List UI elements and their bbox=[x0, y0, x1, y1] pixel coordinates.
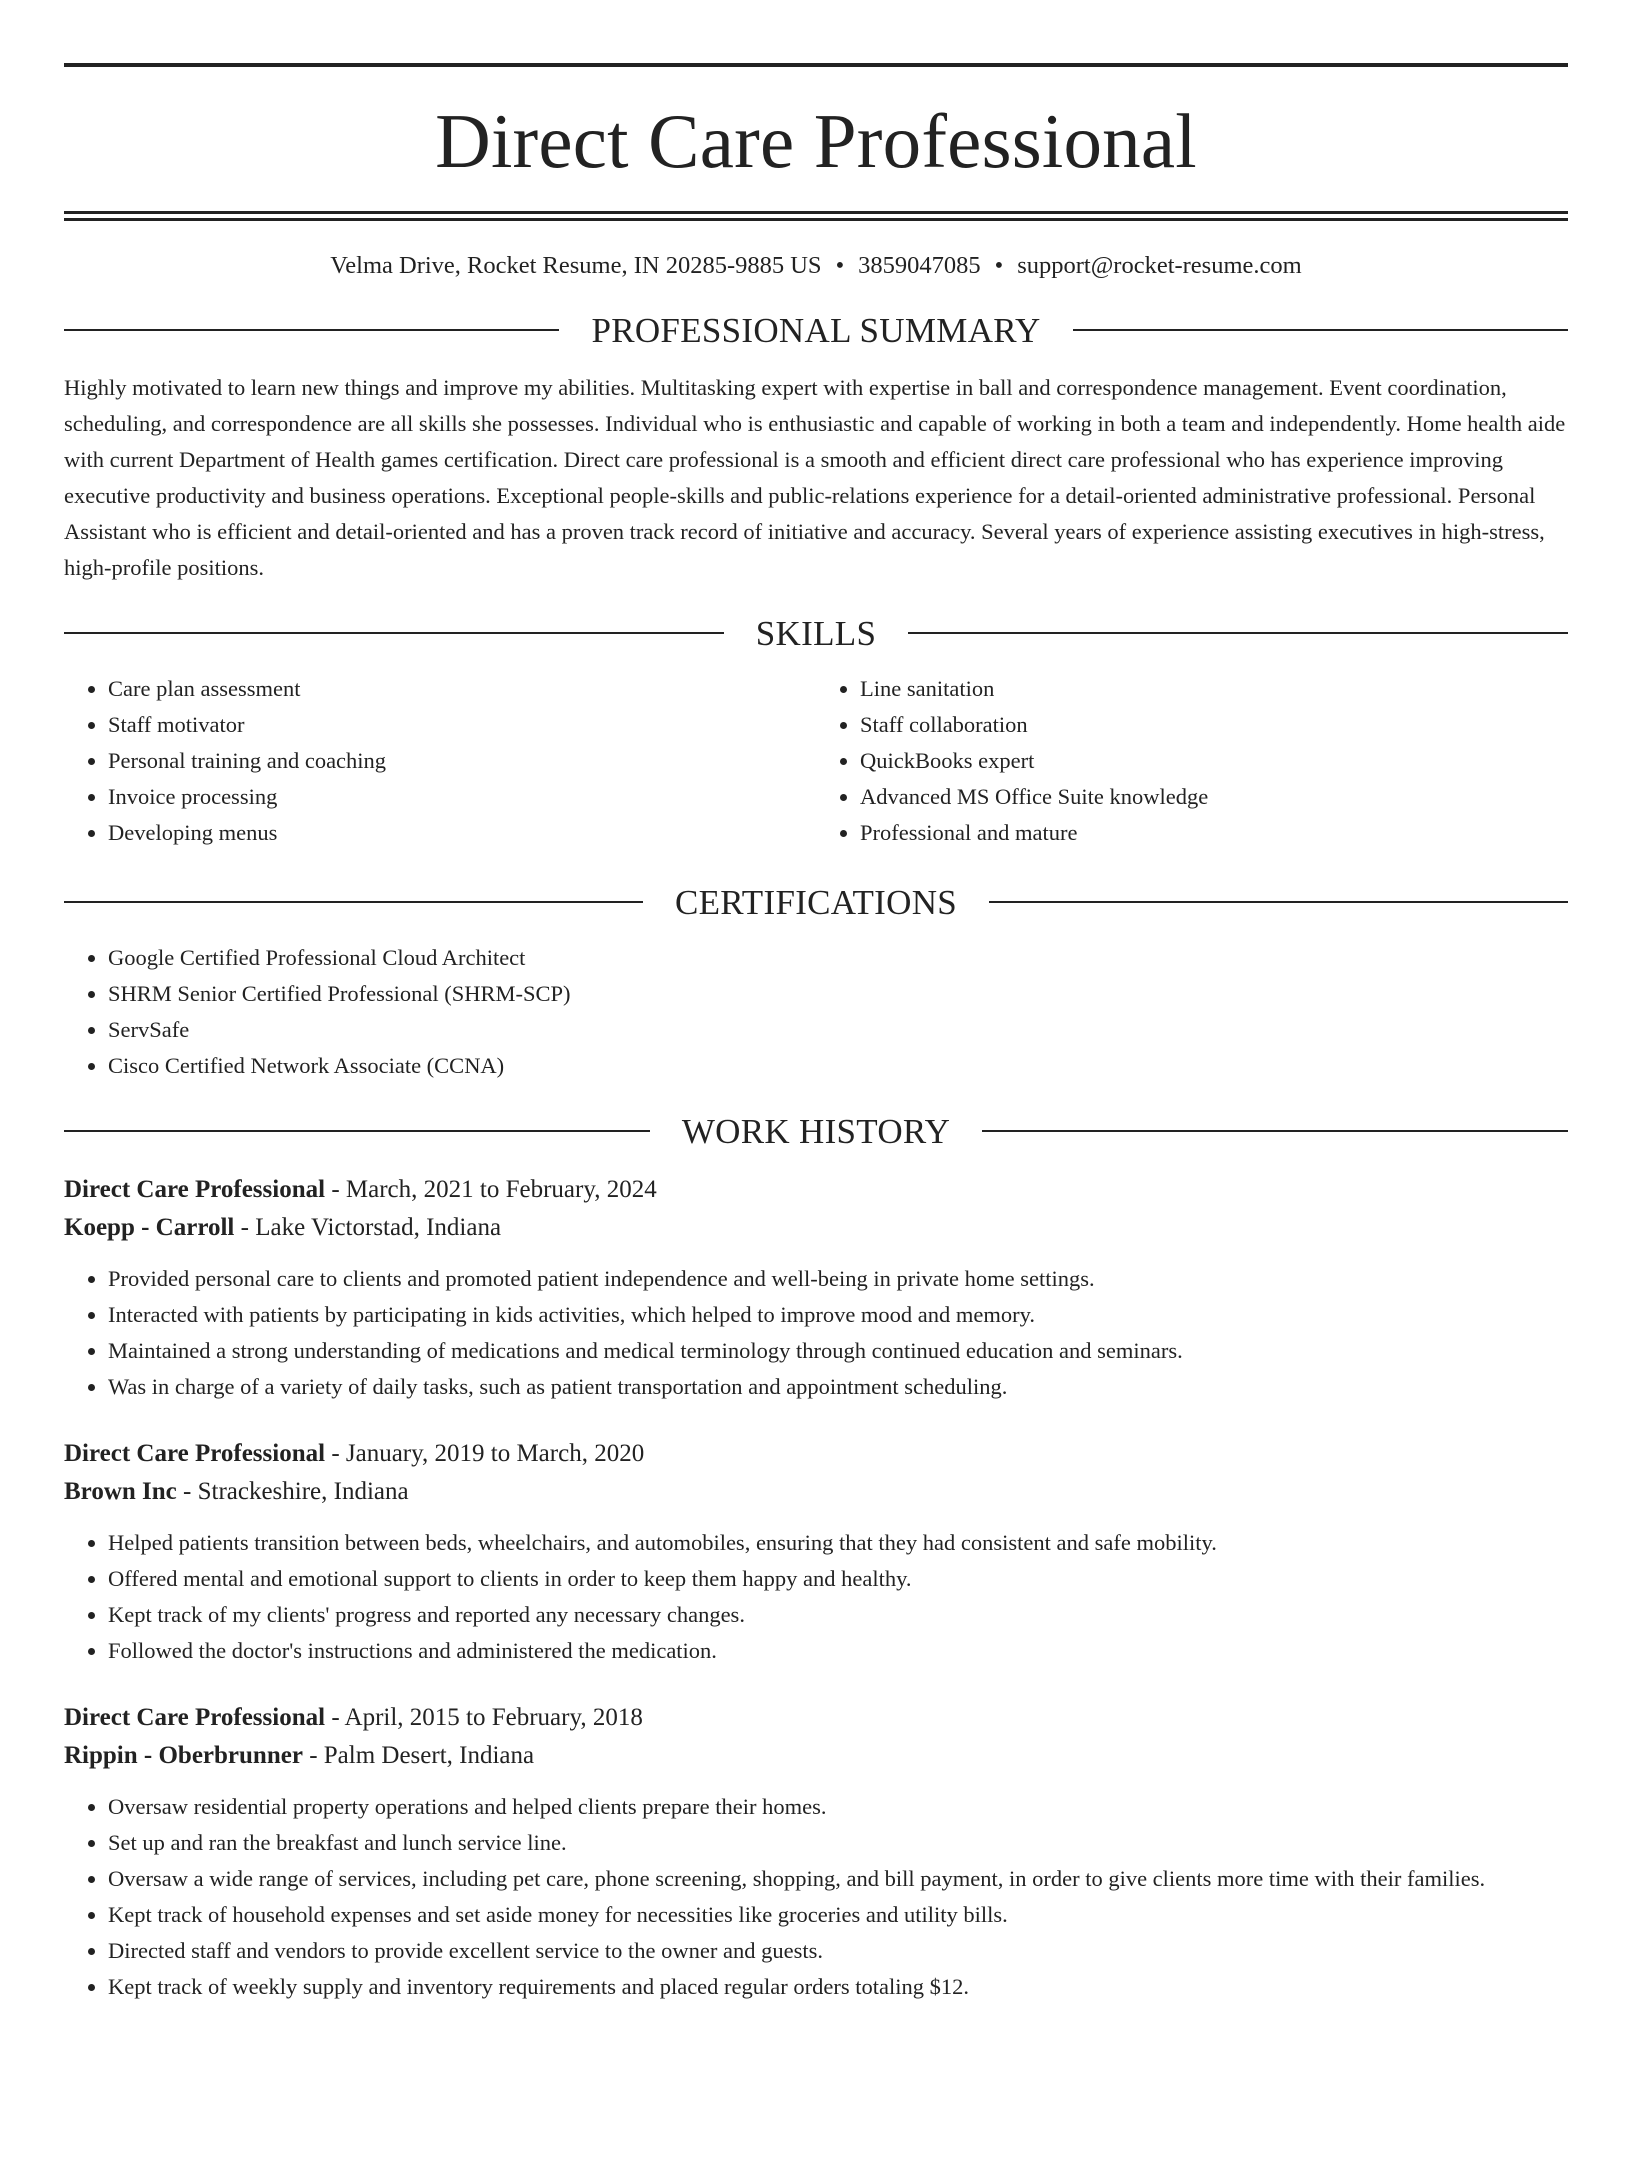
job-role: Direct Care Professional bbox=[64, 1439, 326, 1467]
job-location: - Strackeshire, Indiana bbox=[176, 1477, 409, 1505]
section-rule-right bbox=[982, 1130, 1568, 1132]
section-rule-right bbox=[989, 901, 1568, 903]
skill-item: • Invoice processing bbox=[108, 779, 816, 815]
skill-item: • QuickBooks expert bbox=[860, 743, 1568, 779]
skill-item: • Staff motivator bbox=[108, 707, 816, 743]
job-location: - Palm Desert, Indiana bbox=[302, 1741, 535, 1769]
job-company: Koepp - Carroll bbox=[64, 1213, 235, 1241]
skills-column-right bbox=[816, 671, 1568, 851]
job-dates: - March, 2021 to February, 2024 bbox=[325, 1175, 657, 1203]
skills-column-left bbox=[64, 671, 816, 851]
job-bullet: • Offered mental and emotional support to clients in order to keep them happy and healthy. bbox=[108, 1561, 1568, 1597]
job-bullet: • Oversaw residential property operations and helped clients prepare their homes. bbox=[108, 1789, 1568, 1825]
header-double-rule bbox=[64, 211, 1568, 221]
job-location: - Lake Victorstad, Indiana bbox=[234, 1213, 502, 1241]
skill-item: • Developing menus bbox=[108, 815, 816, 851]
job-entry bbox=[64, 1171, 1568, 1405]
job-entry bbox=[64, 1435, 1568, 1669]
job-bullet: • Kept track of my clients' progress and reported any necessary changes. bbox=[108, 1597, 1568, 1633]
job-company-line bbox=[64, 1209, 1568, 1247]
job-role-line bbox=[64, 1171, 1568, 1209]
section-rule-left bbox=[64, 901, 643, 903]
job-bullets bbox=[64, 1261, 1568, 1405]
skill-item: • Staff collaboration bbox=[860, 707, 1568, 743]
contact-phone: 3859047085 bbox=[858, 252, 981, 279]
section-rule-right bbox=[1073, 329, 1568, 331]
skill-item: • Advanced MS Office Suite knowledge bbox=[860, 779, 1568, 815]
skill-item: • Professional and mature bbox=[860, 815, 1568, 851]
job-bullet: • Helped patients transition between beds, wheelchairs, and automobiles, ensuring that they had consistent and safe mobility. bbox=[108, 1525, 1568, 1561]
job-bullet: • Oversaw a wide range of services, including pet care, phone screening, shopping, and bill payment, in order to give clients more time with their families. bbox=[108, 1861, 1568, 1897]
contact-address: Velma Drive, Rocket Resume, IN 20285-9885 US bbox=[330, 252, 822, 279]
summary-title: PROFESSIONAL SUMMARY bbox=[591, 310, 1041, 350]
certifications-title: CERTIFICATIONS bbox=[674, 882, 958, 922]
summary-text: Highly motivated to learn new things and improve my abilities. Multitasking expert with expertise in ball and correspondence management. Event coordination, scheduling, and correspondence are all skills she possesses. Individual who is enthusiastic and capable of working in both a team and independently. Home health aide with current Department of Health games certification. Direct care professional is a smooth and efficient direct care professional who has experience improving executive productivity and business operations. Exceptional people-skills and public-relations experience for a detail-oriented administrative professional. Personal Assistant who is efficient and detail-oriented and has a proven track record of initiative and accuracy. Several years of experience assisting executives in high-stress, high-profile positions. bbox=[64, 374, 1566, 580]
job-bullets bbox=[64, 1525, 1568, 1669]
job-bullet: • Set up and ran the breakfast and lunch service line. bbox=[108, 1825, 1568, 1861]
job-company-line bbox=[64, 1473, 1568, 1511]
certification-item: • SHRM Senior Certified Professional (SHRM-SCP) bbox=[108, 976, 1568, 1012]
job-dates: - April, 2015 to February, 2018 bbox=[325, 1703, 643, 1731]
job-role: Direct Care Professional bbox=[64, 1175, 326, 1203]
work-history-section-header bbox=[64, 1111, 1568, 1151]
contact-separator: • bbox=[994, 252, 1004, 279]
job-bullet: • Followed the doctor's instructions and administered the medication. bbox=[108, 1633, 1568, 1669]
resume-page bbox=[0, 63, 1632, 2175]
contact-line bbox=[64, 254, 1568, 279]
certifications-section-header bbox=[64, 882, 1568, 922]
job-bullet: • Directed staff and vendors to provide excellent service to the owner and guests. bbox=[108, 1933, 1568, 1969]
job-company: Rippin - Oberbrunner bbox=[64, 1741, 303, 1769]
certification-item: • Cisco Certified Network Associate (CCNA) bbox=[108, 1048, 1568, 1084]
job-role: Direct Care Professional bbox=[64, 1703, 326, 1731]
job-entry bbox=[64, 1699, 1568, 2005]
section-rule-right bbox=[908, 632, 1568, 634]
certifications-list bbox=[64, 940, 1568, 1084]
section-rule-left bbox=[64, 1130, 650, 1132]
contact-email: support@rocket-resume.com bbox=[1017, 252, 1302, 279]
job-bullet: • Maintained a strong understanding of medications and medical terminology through continued education and seminars. bbox=[108, 1333, 1568, 1369]
skill-item: • Personal training and coaching bbox=[108, 743, 816, 779]
section-rule-left bbox=[64, 632, 724, 634]
header-top-rule bbox=[64, 63, 1568, 67]
section-rule-left bbox=[64, 329, 559, 331]
skills-title: SKILLS bbox=[755, 613, 877, 653]
certification-item: • ServSafe bbox=[108, 1012, 1568, 1048]
job-dates: - January, 2019 to March, 2020 bbox=[325, 1439, 645, 1467]
skill-item: • Line sanitation bbox=[860, 671, 1568, 707]
resume-title: Direct Care Professional bbox=[435, 98, 1197, 184]
contact-separator: • bbox=[835, 252, 845, 279]
job-bullet: • Interacted with patients by participating in kids activities, which helped to improve mood and memory. bbox=[108, 1297, 1568, 1333]
job-bullet: • Was in charge of a variety of daily tasks, such as patient transportation and appointment scheduling. bbox=[108, 1369, 1568, 1405]
skills-list bbox=[64, 671, 1568, 851]
job-role-line bbox=[64, 1435, 1568, 1473]
job-company: Brown Inc bbox=[64, 1477, 177, 1505]
job-bullet: • Kept track of weekly supply and inventory requirements and placed regular orders totaling $12. bbox=[108, 1969, 1568, 2005]
job-bullet: • Provided personal care to clients and promoted patient independence and well-being in private home settings. bbox=[108, 1261, 1568, 1297]
certification-item: • Google Certified Professional Cloud Architect bbox=[108, 940, 1568, 976]
skills-section-header bbox=[64, 613, 1568, 653]
job-company-line bbox=[64, 1737, 1568, 1775]
job-role-line bbox=[64, 1699, 1568, 1737]
summary-section-header bbox=[64, 310, 1568, 350]
job-bullets bbox=[64, 1789, 1568, 2005]
job-bullet: • Kept track of household expenses and set aside money for necessities like groceries and utility bills. bbox=[108, 1897, 1568, 1933]
skill-item: • Care plan assessment bbox=[108, 671, 816, 707]
work-history-title: WORK HISTORY bbox=[681, 1111, 951, 1151]
